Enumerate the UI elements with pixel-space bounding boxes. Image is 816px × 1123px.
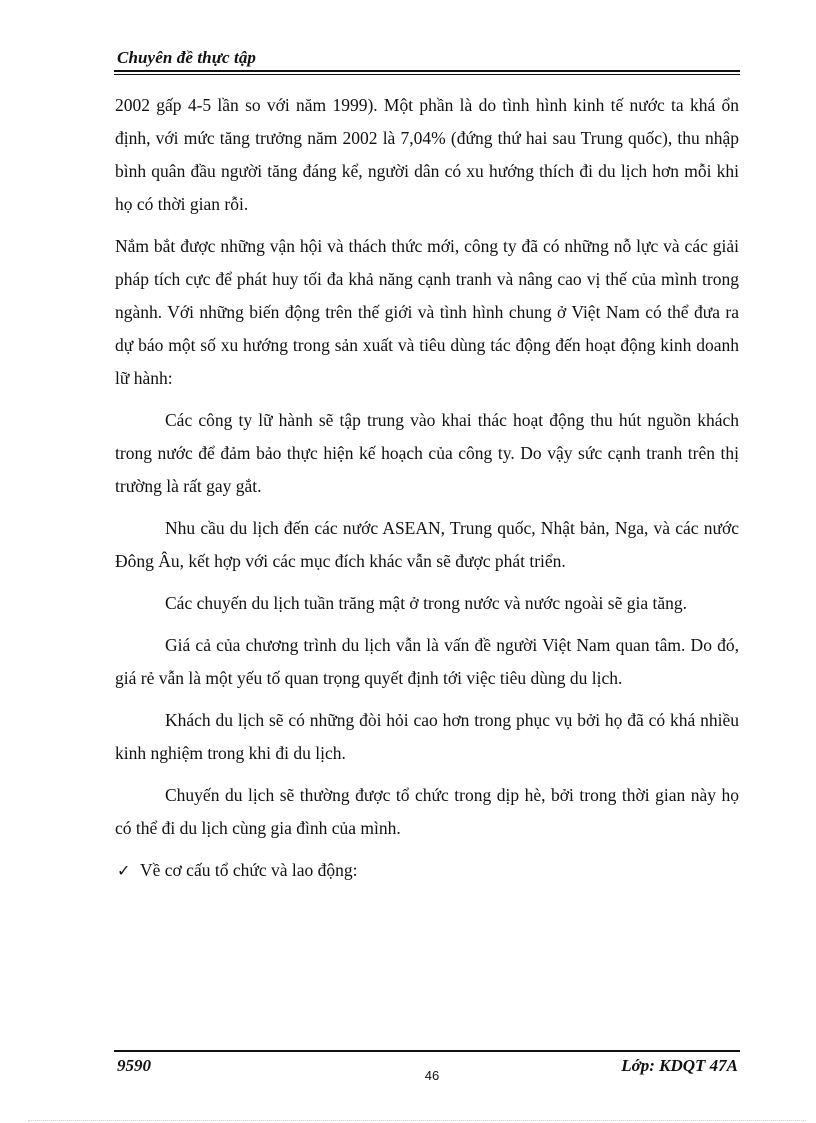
- paragraph-domestic-competition: Các công ty lữ hành sẽ tập trung vào khai thác hoạt động thu hút nguồn khách trong nước để đảm bảo thực hiện kế hoạch của công ty. Do vậy sức cạnh tranh trên thị trường là rất gay gắt.: [115, 410, 739, 496]
- footer-student-id: 9590: [117, 1056, 151, 1075]
- paragraph-asean-demand: Nhu cầu du lịch đến các nước ASEAN, Trung quốc, Nhật bản, Nga, và các nước Đông Âu, kết hợp với các mục đích khác vẫn sẽ được phát triển.: [115, 518, 739, 571]
- paragraph-forecast-intro: Nắm bắt được những vận hội và thách thức mới, công ty đã có những nỗ lực và các giải pháp tích cực để phát huy tối đa khả năng cạnh tranh và nâng cao vị thế của mình trong ngành. Với những biến động trên thế giới và tình hình chung ở Việt Nam có thể đưa ra dự báo một số xu hướng trong sản xuất và tiêu dùng tác động đến hoạt động kinh doanh lữ hành:: [115, 236, 739, 388]
- paragraph-continuation: 2002 gấp 4-5 lần so với năm 1999). Một phần là do tình hình kinh tế nước ta khá ổn định, với mức tăng trưởng năm 2002 là 7,04% (đứng thứ hai sau Trung quốc), thu nhập bình quân đầu người tăng đáng kể, người dân có xu hướng thích đi du lịch hơn mỗi khi họ có thời gian rỗi.: [115, 95, 739, 214]
- checklist-item: [115, 854, 739, 887]
- header-title: Chuyên đề thực tập: [117, 48, 257, 67]
- paragraph-pricing: Giá cả của chương trình du lịch vẫn là vấn đề người Việt Nam quan tâm. Do đó, giá rẻ vẫn là một yếu tố quan trọng quyết định tới việc tiêu dùng du lịch.: [115, 635, 739, 688]
- document-body: [115, 89, 739, 887]
- checklist-item-text: Về cơ cấu tổ chức và lao động:: [140, 860, 358, 880]
- paragraph-summer-travel: Chuyến du lịch sẽ thường được tổ chức trong dịp hè, bởi trong thời gian này họ có thể đi du lịch cùng gia đình của mình.: [115, 785, 739, 838]
- page-bottom-border: [28, 1120, 806, 1121]
- checkmark-icon: ✓: [117, 861, 131, 880]
- page-number: 46: [424, 1068, 440, 1083]
- footer-class: Lớp: KDQT 47A: [621, 1056, 738, 1075]
- footer-divider: [114, 1050, 740, 1052]
- paragraph-customer-expectations: Khách du lịch sẽ có những đòi hỏi cao hơn trong phục vụ bởi họ đã có khá nhiều kinh nghiệm trong khi đi du lịch.: [115, 710, 739, 763]
- header-divider: [114, 70, 740, 75]
- paragraph-honeymoon-tours: Các chuyến du lịch tuần trăng mật ở trong nước và nước ngoài sẽ gia tăng.: [165, 593, 688, 613]
